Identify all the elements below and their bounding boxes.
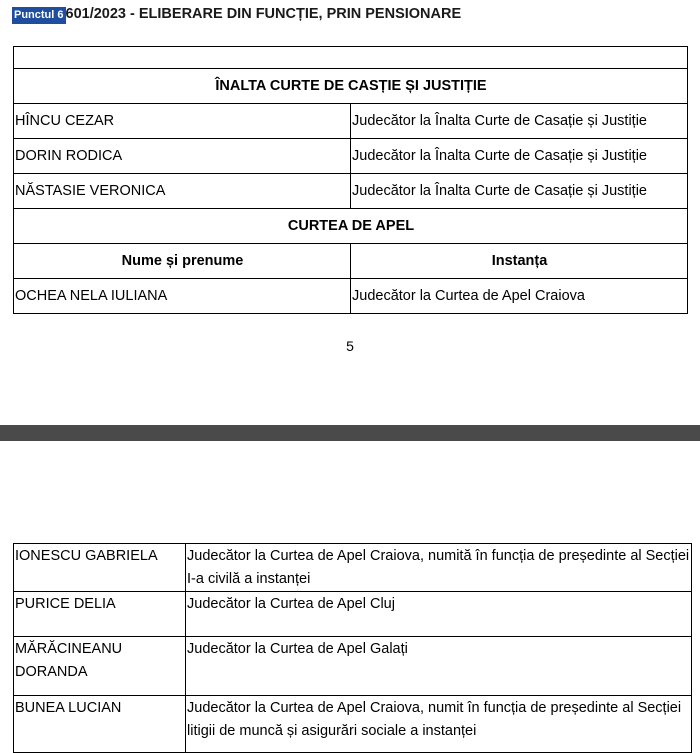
table-row [14, 637, 692, 696]
section-title-apel: CURTEA DE APEL [14, 209, 688, 244]
name-cell: BUNEA LUCIAN [14, 696, 186, 753]
table-row [14, 279, 688, 314]
section-title-iccj: ÎNALTA CURTE DE CASȚIE ȘI JUSTIȚIE [14, 69, 688, 104]
column-header-name: Nume și prenume [14, 244, 351, 279]
table-row [14, 174, 688, 209]
table-row [14, 592, 692, 637]
name-cell: NĂSTASIE VERONICA [14, 174, 351, 209]
column-header-row [14, 244, 688, 279]
table-row [14, 139, 688, 174]
name-cell: MĂRĂCINEANU DORANDA [14, 637, 186, 696]
section-row-apel [14, 209, 688, 244]
name-cell: IONESCU GABRIELA [14, 544, 186, 592]
column-header-court: Instanța [351, 244, 688, 279]
page-number: 5 [346, 338, 354, 354]
court-cell: Judecător la Curtea de Apel Craiova [351, 279, 688, 314]
court-cell: Judecător la Curtea de Apel Galați [186, 637, 692, 696]
document-heading [12, 4, 461, 24]
name-cell: DORIN RODICA [14, 139, 351, 174]
court-cell: Judecător la Înalta Curte de Casație și Justiție [351, 139, 688, 174]
highlighted-text[interactable]: Punctul 6 [12, 7, 66, 24]
name-cell: HÎNCU CEZAR [14, 104, 351, 139]
judges-table-page-6 [13, 543, 692, 753]
name-cell: PURICE DELIA [14, 592, 186, 637]
heading-text: 601/2023 - ELIBERARE DIN FUNCȚIE, PRIN PENSIONARE [65, 6, 462, 22]
empty-row [14, 47, 688, 69]
court-cell: Judecător la Curtea de Apel Craiova, numit în funcția de președinte al Secției litigii de muncă și asigurări sociale a instanței [186, 696, 692, 753]
empty-cell [14, 47, 688, 69]
page-separator [0, 425, 700, 441]
court-cell: Judecător la Curtea de Apel Craiova, numită în funcția de președinte al Secției I-a civilă a instanței [186, 544, 692, 592]
court-cell: Judecător la Înalta Curte de Casație și Justiție [351, 104, 688, 139]
name-cell: OCHEA NELA IULIANA [14, 279, 351, 314]
judges-table-page-5 [13, 46, 688, 314]
table-row [14, 104, 688, 139]
section-row-iccj [14, 69, 688, 104]
court-cell: Judecător la Curtea de Apel Cluj [186, 592, 692, 637]
table-row [14, 544, 692, 592]
court-cell: Judecător la Înalta Curte de Casație și Justiție [351, 174, 688, 209]
